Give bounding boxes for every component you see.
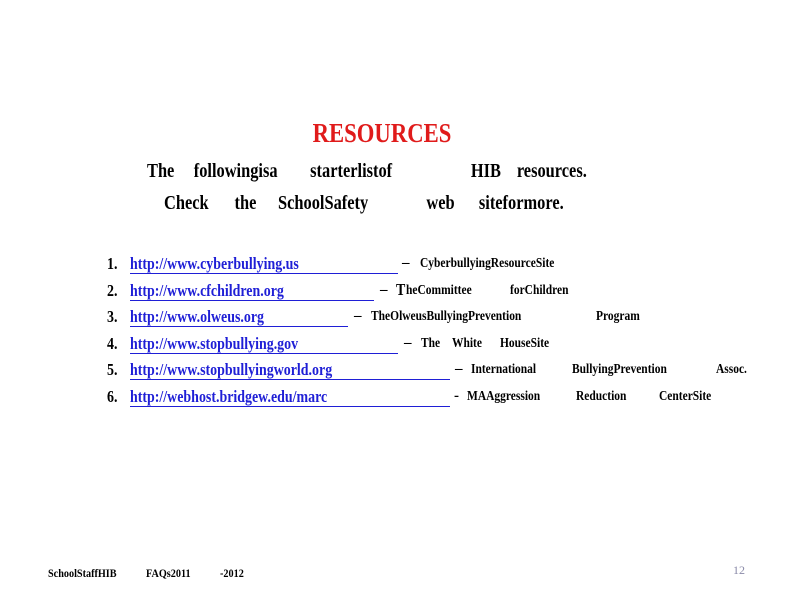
resource-description: heCommittee	[406, 283, 472, 298]
footer-course: SchoolStaffHIB	[48, 566, 117, 580]
resource-link[interactable]: http://www.olweus.org	[130, 307, 264, 326]
link-underline	[130, 353, 398, 354]
resource-description: International	[471, 362, 537, 377]
resource-link[interactable]: http://www.cfchildren.org	[130, 281, 284, 300]
resource-description: The	[421, 336, 441, 351]
resource-link[interactable]: http://www.stopbullying.gov	[130, 334, 299, 353]
resource-description: BullyingPrevention	[572, 362, 667, 377]
resource-description: Assoc.	[716, 362, 747, 377]
link-underline	[130, 379, 450, 380]
intro-word: The	[147, 160, 175, 182]
resource-link[interactable]: http://www.stopbullyingworld.org	[130, 360, 333, 379]
resource-link[interactable]: http://webhost.bridgew.edu/marc	[130, 387, 328, 406]
resource-description: Program	[596, 309, 640, 324]
resource-description: CenterSite	[659, 389, 712, 404]
footer-doc: FAQs2011	[146, 566, 191, 580]
resource-description: MAAggression	[467, 389, 541, 404]
resource-description: T	[396, 280, 406, 299]
link-underline	[130, 326, 348, 327]
link-underline	[130, 406, 450, 407]
resource-number: 5.	[107, 360, 118, 379]
resource-number: 2.	[107, 281, 118, 300]
separator: -	[454, 388, 459, 404]
resource-number: 1.	[107, 254, 118, 273]
intro-word: the	[234, 192, 257, 214]
resource-description: forChildren	[510, 283, 569, 298]
footer-year: -2012	[220, 566, 244, 580]
slide-title: RESOURCES	[312, 118, 452, 148]
intro-word: resources.	[516, 160, 587, 182]
resource-number: 3.	[107, 307, 118, 326]
intro-word: siteformore.	[478, 192, 564, 214]
resource-number: 6.	[107, 387, 118, 406]
link-underline	[130, 300, 374, 301]
page-number: 12	[733, 563, 745, 577]
resource-link[interactable]: http://www.cyberbullying.us	[130, 254, 299, 273]
resource-description: White	[452, 336, 482, 351]
resource-description: HouseSite	[500, 336, 550, 351]
link-underline	[130, 273, 398, 274]
intro-word: Check	[164, 192, 209, 214]
separator: –	[404, 335, 412, 351]
resource-description: TheOlweusBullyingPrevention	[371, 309, 522, 324]
separator: –	[455, 361, 463, 377]
intro-word: web	[426, 192, 455, 214]
intro-word: followingisa	[193, 160, 278, 182]
intro-word: SchoolSafety	[277, 192, 369, 214]
separator: –	[380, 282, 388, 298]
intro-word: HIB	[470, 160, 501, 182]
resource-number: 4.	[107, 334, 118, 353]
resource-description: Reduction	[576, 389, 627, 404]
resource-description: CyberbullyingResourceSite	[420, 256, 555, 271]
separator: –	[354, 308, 362, 324]
separator: –	[402, 255, 410, 271]
intro-word: starterlistof	[310, 160, 393, 182]
